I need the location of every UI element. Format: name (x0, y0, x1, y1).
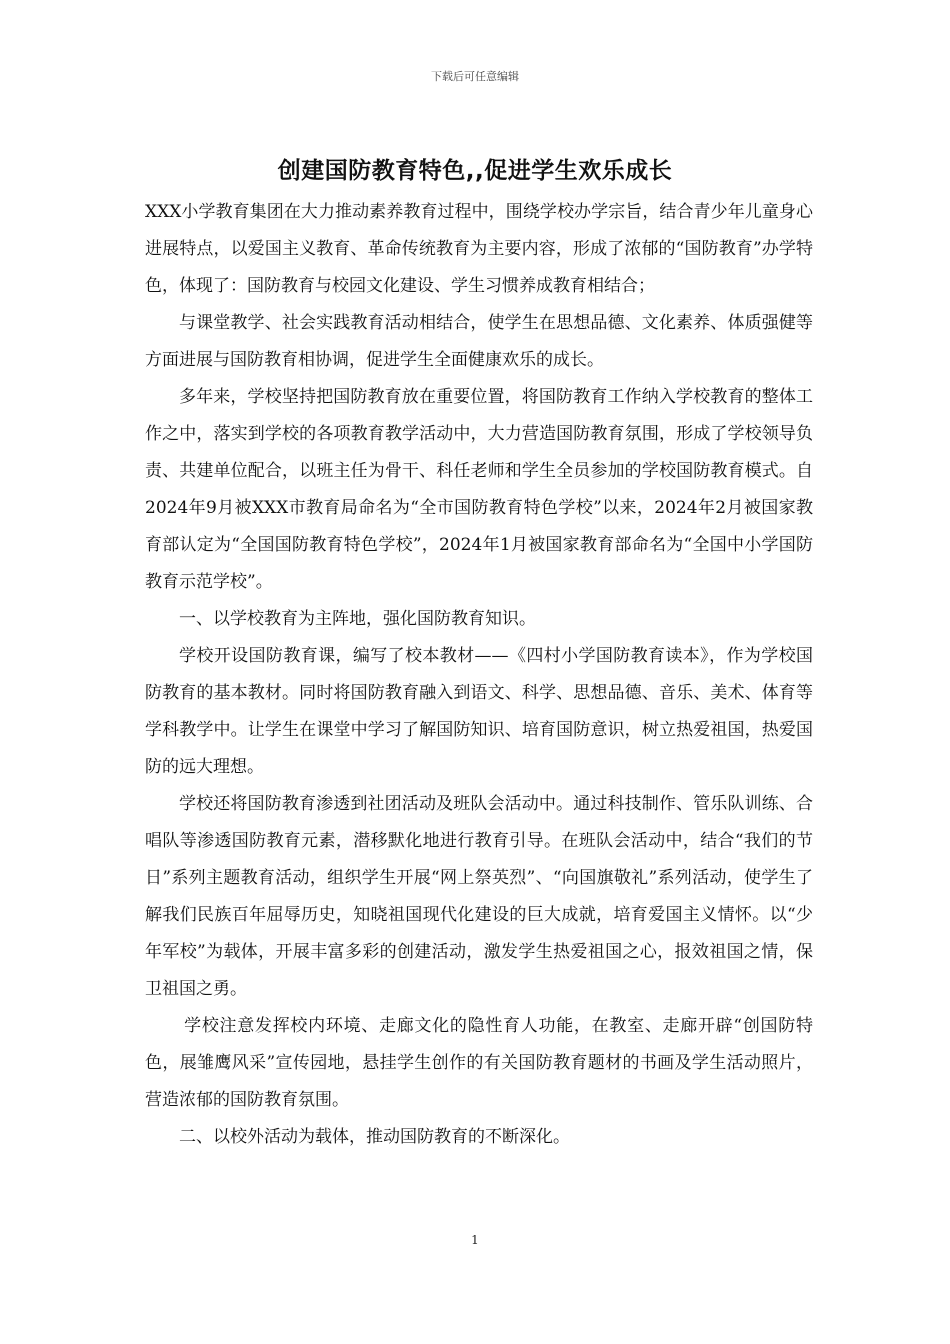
header-note: 下载后可任意编辑 (431, 70, 519, 83)
paragraph: 与课堂教学、社会实践教育活动相结合，使学生在思想品德、文化素养、体质强健等方面进展与国防教育相协调，促进学生全面健康欢乐的成长。 (145, 313, 813, 370)
section-heading: 一、以学校教育为主阵地，强化国防教育知识。 (179, 609, 536, 629)
page-number: 1 (471, 1233, 479, 1247)
paragraph: 学校开设国防教育课，编写了校本教材——《四村小学国防教育读本》，作为学校国防教育的基本教材。同时将国防教育融入到语文、科学、思想品德、音乐、美术、体育等学科教学中。让学生在课堂中学习了解国防知识、培育国防意识，树立热爱祖国，热爱国防的远大理想。 (145, 646, 813, 777)
section-heading: 二、以校外活动为载体，推动国防教育的不断深化。 (179, 1127, 570, 1147)
paragraph: 学校还将国防教育渗透到社团活动及班队会活动中。通过科技制作、管乐队训练、合唱队等渗透国防教育元素，潜移默化地进行教育引导。在班队会活动中，结合“我们的节日”系列主题教育活动，组织学生开展“网上祭英烈”、“向国旗敬礼”系列活动，使学生了解我们民族百年屈辱历史，知晓祖国现代化建设的巨大成就，培育爱国主义情怀。以“少年军校”为载体，开展丰富多彩的创建活动，激发学生热爱祖国之心，报效祖国之情，保卫祖国之勇。 (145, 794, 813, 999)
paragraph-intro: XXX小学教育集团在大力推动素养教育过程中，围绕学校办学宗旨，结合青少年儿童身心进展特点，以爱国主义教育、革命传统教育为主要内容，形成了浓郁的“国防教育”办学特色，体现了：国防教育与校园文化建设、学生习惯养成教育相结合； (145, 202, 813, 296)
document-title: 创建国防教育特色,,促进学生欢乐成长 (277, 158, 673, 184)
paragraph: 多年来，学校坚持把国防教育放在重要位置，将国防教育工作纳入学校教育的整体工作之中，落实到学校的各项教育教学活动中，大力营造国防教育氛围，形成了学校领导负责、共建单位配合，以班主任为骨干、科任老师和学生全员参加的学校国防教育模式。自2024年9月被XXX市教育局命名为“全市国防教育特色学校”以来，2024年2月被国家教育部认定为“全国国防教育特色学校”，2024年1月被国家教育部命名为“全国中小学国防教育示范学校”。 (145, 387, 813, 592)
paragraph: 学校注意发挥校内环境、走廊文化的隐性育人功能，在教室、走廊开辟“创国防特色，展雏鹰风采”宣传园地，悬挂学生创作的有关国防教育题材的书画及学生活动照片，营造浓郁的国防教育氛围。 (145, 1016, 813, 1110)
document-body (145, 194, 813, 1156)
